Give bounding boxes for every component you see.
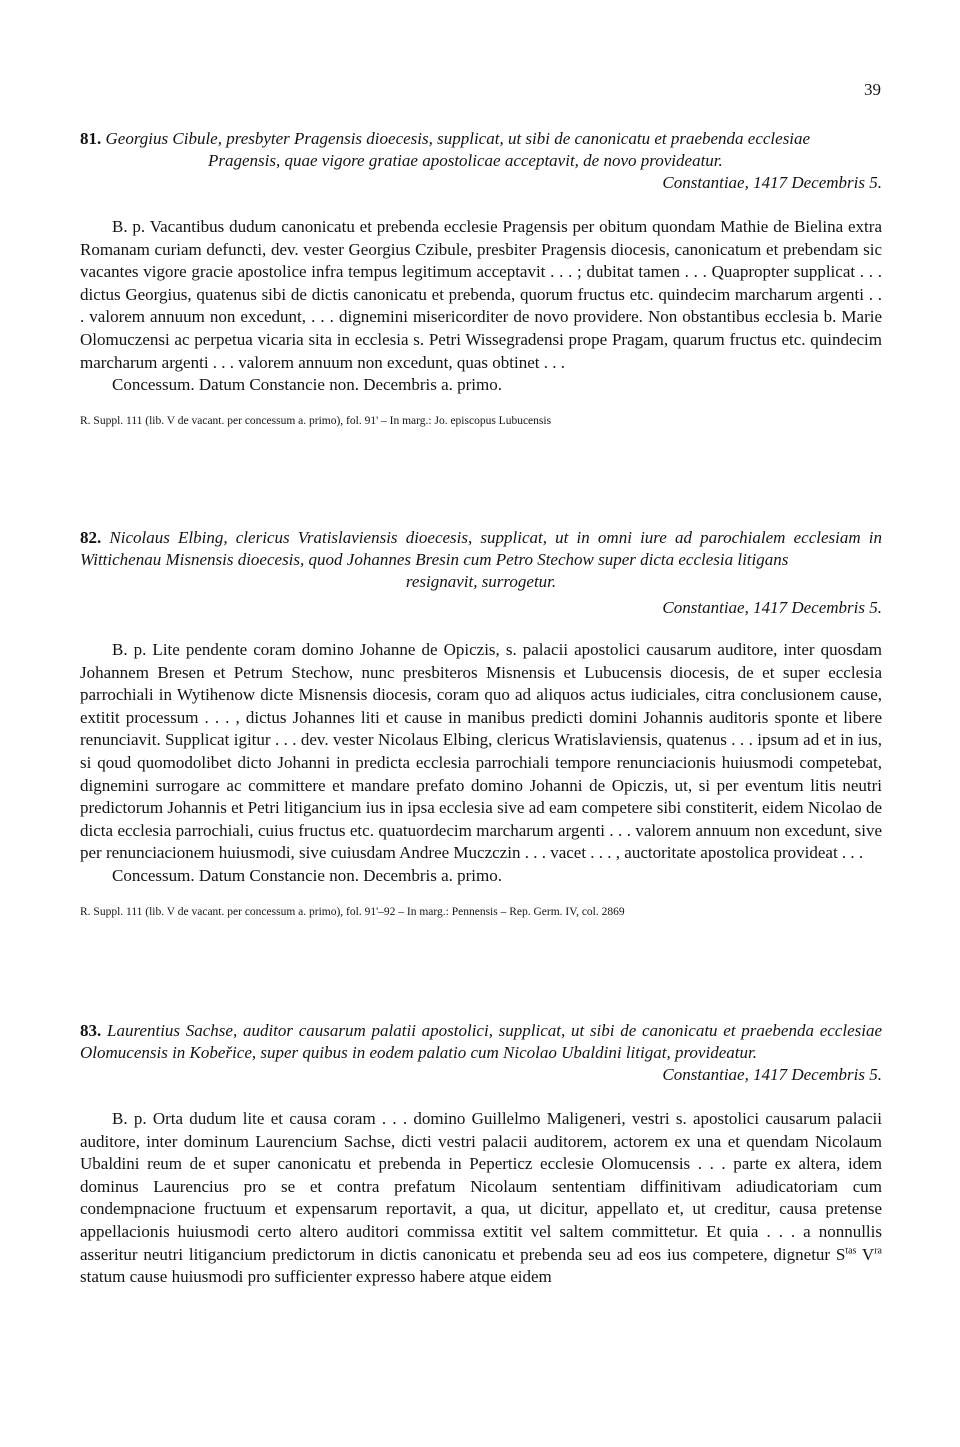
entry-number: 82. xyxy=(80,528,102,547)
place-date: Constantiae, 1417 Decembris 5. xyxy=(662,173,882,192)
body-text-end: statum cause huiusmodi pro sufficienter expresso habere atque eidem xyxy=(80,1267,552,1287)
entry-83 xyxy=(80,1020,882,1289)
entry-body: B. p. Lite pendente coram domino Johanne de Opiczis, s. palacii apostolici causarum auditore, inter quosdam Johannem Bresen et Petrum Stechow, nunc presbiteros Misnensis et Lubucensis diocesis, de et super ecclesia parrochiali in Wytihenow dicte Misnensis diocesis, coram quo ad aliquos actus iudiciales, citra conclusionem cause, extitit processum . . . , dictus Johannes liti et cause in manibus predicti domini Johannis auditoris sponte et libere renunciavit. Supplicat igitur . . . dev. vester Nicolaus Elbing, clericus Wratislaviensis, quatenus . . . ipsum ad et in ius, si qoud quomodolibet dicto Johanni in predicta ecclesia parrochiali tempore renunciacionis huiusmodi competebat, dignemini surrogare ac committere et mandare prefato domino Johanni de Opiczis, ut, si per eventum litis neutri predictorum Johannis et Petri litigancium ius in ipsa ecclesia sive ad eam competere sibi constiterit, eidem Nicolao de dicta ecclesia parrochiali, cuius fructus etc. quatuordecim marcharum argenti . . . valorem annuum non excedunt, sive per renunciacionem huiusmodi, sive cuiusdam Andree Muczczin . . . vacet . . . , auctoritate apostolica provideat . . . xyxy=(80,640,882,863)
superscript-tas: tas xyxy=(845,1244,857,1256)
concessum-line: Concessum. Datum Constancie non. Decembris a. primo. xyxy=(112,375,502,395)
place-date: Constantiae, 1417 Decembris 5. xyxy=(662,598,882,617)
entry-heading xyxy=(80,128,882,172)
place-date: Constantiae, 1417 Decembris 5. xyxy=(662,1065,882,1084)
body-text-mid: V xyxy=(856,1244,875,1264)
entry-number: 83. xyxy=(80,1021,102,1040)
concessum-line: Concessum. Datum Constancie non. Decembris a. primo. xyxy=(112,865,502,885)
entry-heading xyxy=(80,1020,882,1064)
entry-body: B. p. Vacantibus dudum canonicatu et prebenda ecclesie Pragensis per obitum quondam Mathie de Bielina extra Romanam curiam defuncti, dev. vester Georgius Czibule, presbiter Pragensis diocesis, canonicatum et prebendam sic vacantes vigore gracie apostolice infra tempus legitimum acceptavit . . . ; dubitat tamen . . . Quapropter supplicat . . . dictus Georgius, quatenus sibi de dictis canonicatu et prebenda, quorum fructus etc. quindecim marcharum argenti . . . valorem annuum non excedunt, . . . dignemini misericorditer de novo providere. Non obstantibus ecclesia b. Marie Olomuczensi ac perpetua vicaria sita in ecclesia s. Petri Wissegradensi prope Pragam, quarum fructus etc. quindecim marcharum argenti . . . valorem annuum non excedunt, quas obtinet . . . xyxy=(80,217,882,372)
heading-text-continued: resignavit, surrogetur. xyxy=(405,572,557,591)
source-note: R. Suppl. 111 (lib. V de vacant. per concessum a. primo), fol. 91' – In marg.: Jo. episcopus Lubucensis xyxy=(80,414,552,427)
heading-text-continued: Pragensis, quae vigore gratiae apostolicae acceptavit, de novo provideatur. xyxy=(208,151,723,170)
page-number: 39 xyxy=(864,80,881,99)
body-text-main: B. p. Orta dudum lite et causa coram . . . domino Guillelmo Maligeneri, vestri s. apostolici causarum palacii auditore, inter dominum Laurencium Sachse, dicti vestri palacii auditorem, actorem ex una et quendam Nicolaum Ubaldini reum de et super canonicatu et prebenda in Peperticz ecclesie Olomucensis . . . parte ex altera, idem dominus Laurencius pro se et contra prefatum Nicolaum sententiam diffinitivam adiudicatoriam cum condempnacione fructuum et expensarum reportavit, a qua, ut dicitur, appellato et, ut creditur, causa pretense appellacionis huiusmodi certo altero auditori commissa extitit vel saltem committetur. Et quia . . . a nonnullis asseritur neutri litigancium predictorum in dictis canonicatu et prebenda seu ad eos ius competere, dignetur S xyxy=(80,1109,882,1264)
entry-body xyxy=(80,1108,882,1289)
entry-81 xyxy=(80,128,882,428)
superscript-ra: ra xyxy=(874,1244,882,1256)
entry-heading xyxy=(80,527,882,593)
entry-number: 81. xyxy=(80,129,102,148)
heading-text: Laurentius Sachse, auditor causarum palatii apostolici, supplicat, ut sibi de canonicatu et praebenda ecclesiae Olomucensis in Kobeřice, super quibus in eodem palatio cum Nicolao Ubaldini litigat, provideatur. xyxy=(80,1021,883,1062)
source-note: R. Suppl. 111 (lib. V de vacant. per concessum a. primo), fol. 91'–92 – In marg.: Pennensis – Rep. Germ. IV, col. 2869 xyxy=(80,905,625,918)
heading-text: Nicolaus Elbing, clericus Vratislaviensis dioecesis, supplicat, ut in omni iure ad parochialem ecclesiam in Wittichenau Misnensis dioecesis, quod Johannes Bresin cum Petro Stechow super dicta ecclesia litigans xyxy=(80,528,883,569)
entry-82 xyxy=(80,527,882,919)
heading-text: Georgius Cibule, presbyter Pragensis dioecesis, supplicat, ut sibi de canonicatu et praebenda ecclesiae xyxy=(105,129,811,148)
